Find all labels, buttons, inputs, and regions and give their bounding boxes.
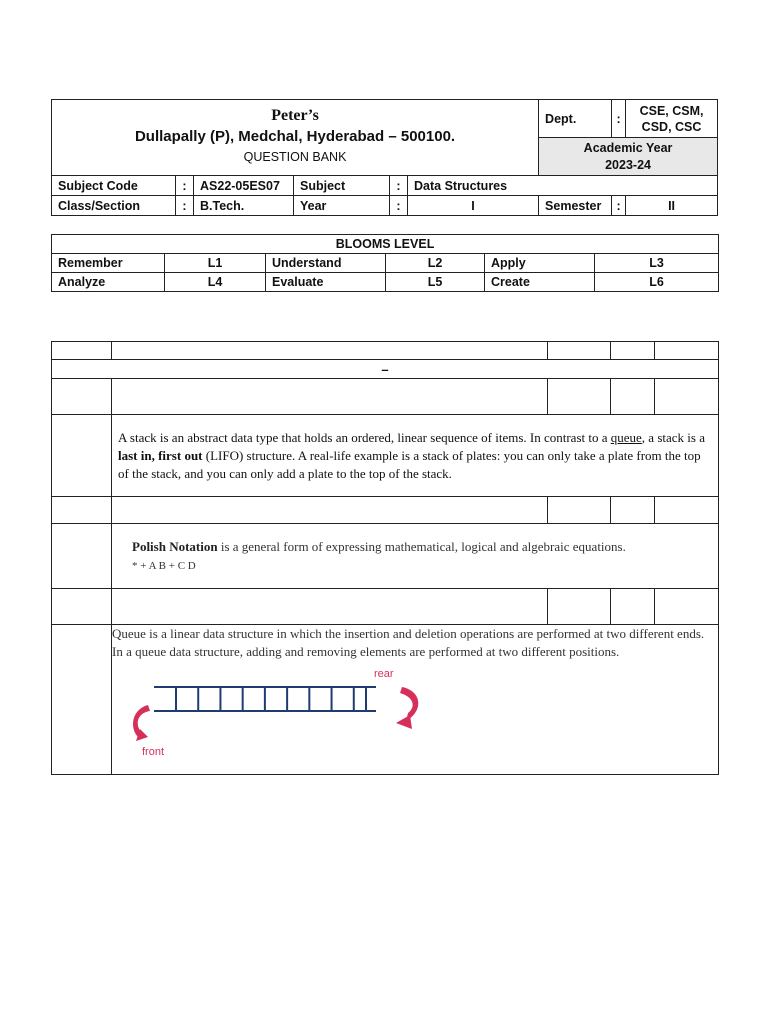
institution-address: Dullapally (P), Medchal, Hyderabad – 500100. <box>134 128 456 145</box>
blooms-analyze-label: Analyze <box>52 273 165 292</box>
class-section-value: B.Tech. <box>194 196 294 216</box>
question-row-2-level <box>655 497 719 524</box>
front-label: front <box>142 746 165 757</box>
question-row-2-number <box>52 497 112 524</box>
dept-separator: : <box>612 100 626 138</box>
answer-row-1-number <box>52 415 112 497</box>
question-row-2-text <box>112 497 548 524</box>
queue-link[interactable]: queue <box>610 429 642 445</box>
year-value: I <box>408 196 539 216</box>
blooms-apply-label: Apply <box>485 254 595 273</box>
question-row-1-text <box>112 379 548 415</box>
question-row-3-marks <box>548 589 611 625</box>
class-section-label: Class/Section <box>52 196 176 216</box>
subject-code-value: AS22-05ES07 <box>194 176 294 196</box>
class-section-separator: : <box>176 196 194 216</box>
dept-value: CSE, CSM, CSD, CSC <box>626 100 718 138</box>
question-row-1-co <box>611 379 655 415</box>
polish-notation-term: Polish Notation <box>132 538 218 554</box>
polish-notation-text: is a general form of expressing mathematical, logical and algebraic equations. <box>217 538 626 554</box>
academic-year-value: 2023-24 <box>605 157 651 172</box>
stack-answer-part1: A stack is an abstract data type that holds an ordered, linear sequence of items. In contrast to a <box>118 429 611 445</box>
qtable-header-sno <box>52 342 112 360</box>
question-row-1-marks <box>548 379 611 415</box>
academic-year-cell <box>539 138 718 176</box>
year-separator: : <box>390 196 408 216</box>
stack-answer-part3: (LIFO) structure. A real-life example is a stack of plates: you can only take a plate from the top of the stack, and you can only add a plate to the top of the stack. <box>118 447 701 481</box>
question-row-3-number <box>52 589 112 625</box>
blooms-remember-label: Remember <box>52 254 165 273</box>
subject-separator: : <box>390 176 408 196</box>
qtable-header-blooms <box>655 342 719 360</box>
blooms-title: BLOOMS LEVEL <box>52 235 719 254</box>
blooms-level-table <box>51 234 719 292</box>
header-table <box>51 99 718 216</box>
question-row-1-level <box>655 379 719 415</box>
qtable-header-question <box>112 342 548 360</box>
subject-code-label: Subject Code <box>52 176 176 196</box>
semester-value: II <box>626 196 718 216</box>
section-heading: – <box>52 360 719 379</box>
subject-value: Data Structures <box>408 176 718 196</box>
qtable-header-marks <box>548 342 611 360</box>
blooms-analyze-level: L4 <box>165 273 266 292</box>
dept-label: Dept. <box>539 100 612 138</box>
qtable-header-co <box>611 342 655 360</box>
question-row-1-number <box>52 379 112 415</box>
academic-year-label: Academic Year <box>583 140 673 155</box>
question-row-2-co <box>611 497 655 524</box>
blooms-understand-level: L2 <box>386 254 485 273</box>
subject-code-separator: : <box>176 176 194 196</box>
queue-diagram-svg <box>130 661 430 757</box>
polish-notation-answer <box>112 524 719 589</box>
answer-row-2-number <box>52 524 112 589</box>
queue-diagram <box>112 661 718 757</box>
question-row-3-level <box>655 589 719 625</box>
document-title: QUESTION BANK <box>243 150 347 164</box>
polish-notation-example: * + A B + C D <box>132 559 196 572</box>
blooms-evaluate-label: Evaluate <box>266 273 386 292</box>
rear-label: rear <box>374 668 394 680</box>
subject-label: Subject <box>294 176 390 196</box>
queue-answer-text: Queue is a linear data structure in which the insertion and deletion operations are performed at two different ends. In a queue data structure, adding and removing elements are performed at two different positions. <box>112 626 705 659</box>
question-row-2-marks <box>548 497 611 524</box>
blooms-create-level: L6 <box>595 273 719 292</box>
stack-answer-part2: , a stack is a <box>641 429 705 445</box>
rear-arrowhead-icon <box>396 715 412 729</box>
queue-cells <box>154 687 376 711</box>
stack-answer <box>112 415 719 497</box>
institution-title-cell <box>52 100 539 176</box>
semester-separator: : <box>612 196 626 216</box>
question-row-3-text <box>112 589 548 625</box>
blooms-create-label: Create <box>485 273 595 292</box>
blooms-evaluate-level: L5 <box>386 273 485 292</box>
year-label: Year <box>294 196 390 216</box>
queue-answer <box>112 625 719 775</box>
blooms-apply-level: L3 <box>595 254 719 273</box>
semester-label: Semester <box>539 196 612 216</box>
blooms-understand-label: Understand <box>266 254 386 273</box>
blooms-remember-level: L1 <box>165 254 266 273</box>
question-row-3-co <box>611 589 655 625</box>
institution-name: Peter’s <box>271 107 319 124</box>
questions-table <box>51 341 719 775</box>
lifo-term: last in, first out <box>118 447 203 463</box>
answer-row-3-number <box>52 625 112 775</box>
